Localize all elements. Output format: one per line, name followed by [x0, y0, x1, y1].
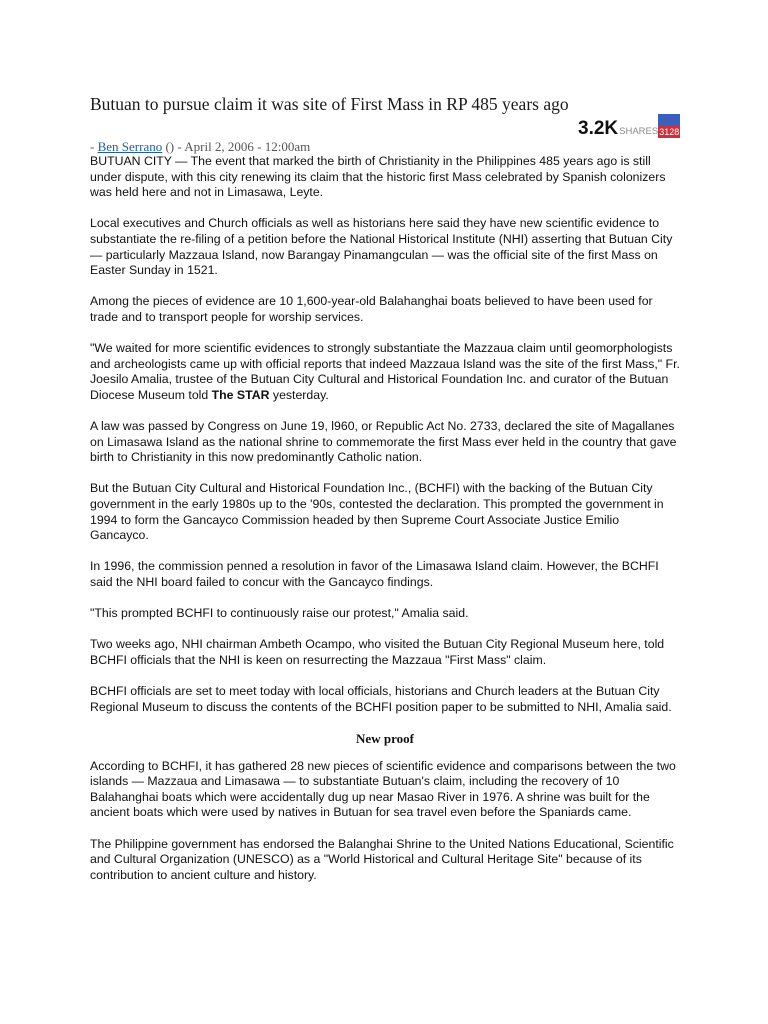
section-subheading: New proof	[356, 730, 414, 746]
byline	[90, 139, 310, 155]
share-badge[interactable]	[658, 114, 680, 138]
paragraph	[90, 341, 680, 403]
share-badge-top-icon	[658, 114, 680, 126]
paragraph: BCHFI officials are set to meet today with local officials, historians and Church leaders at the Butuan City Regional Museum to discuss the contents of the BCHFI position paper to be submitted to NHI, Amalia said.	[90, 684, 672, 714]
author-link[interactable]: Ben Serrano	[97, 139, 163, 154]
paragraph: In 1996, the commission penned a resolution in favor of the Limasawa Island claim. However, the BCHFI said the NHI board failed to concur with the Gancayco findings.	[90, 559, 659, 590]
byline-date: () - April 2, 2006 - 12:00am	[162, 139, 311, 154]
paragraph-text: "We waited for more scientific evidences to strongly substantiate the Mazzaua claim until geomorphologists and archeologists came up with official reports that indeed Mazzaua Island was the site of the first Mass," Fr. Joesilo Amalia, trustee of the Butuan City Cultural and Historical Foundation Inc. and curator of the Butuan Diocese Museum told	[90, 341, 680, 402]
share-badge-count: 3128	[659, 127, 680, 137]
share-count: 3.2K	[578, 118, 619, 139]
article-body	[90, 154, 680, 899]
share-counter[interactable]	[578, 112, 680, 138]
paragraph: A law was passed by Congress on June 19, l960, or Republic Act No. 2733, declared the site of Magallanes on Limasawa Island as the national shrine to commemorate the first Mass ever held in the country that gave birth to Christianity in this now predominantly Catholic nation.	[90, 419, 677, 465]
paragraph: BUTUAN CITY — The event that marked the birth of Christianity in the Philippines 485 years ago is still under dispute, with this city renewing its claim that the historic first Mass celebrated by Spanish colonizers was held here and not in Limasawa, Leyte.	[90, 154, 666, 200]
paragraph: "This prompted BCHFI to continuously raise our protest," Amalia said.	[90, 606, 469, 621]
byline-prefix: -	[90, 139, 98, 154]
article-title: Butuan to pursue claim it was site of First Mass in RP 485 years ago	[90, 94, 569, 114]
paragraph: Among the pieces of evidence are 10 1,600-year-old Balahanghai boats believed to have been used for trade and to transport people for worship services.	[90, 294, 653, 324]
paragraph: According to BCHFI, it has gathered 28 new pieces of scientific evidence and comparisons between the two islands — Mazzaua and Limasawa — to substantiate Butuan's claim, including the recovery of 10 Balahanghai boats which were accidentally dug up near Masao River in 1976. A shrine was built for the ancient boats which were used by natives in Butuan for sea travel even before the Spaniards came.	[90, 758, 676, 820]
paragraph: But the Butuan City Cultural and Historical Foundation Inc., (BCHFI) with the backing of the Butuan City government in the early 1980s up to the '90s, contested the declaration. This prompted the government in 1994 to form the Gancayco Commission headed by then Supreme Court Associate Justice Emilio Gancayco.	[90, 481, 664, 543]
paragraph-text: yesterday.	[269, 387, 329, 402]
paragraph: Local executives and Church officials as well as historians here said they have new scientific evidence to substantiate the re-filing of a petition before the National Historical Institute (NHI) asserting that Butuan City — particularly Mazzaua Island, now Barangay Pinamangculan — was the official site of the first Mass on Easter Sunday in 1521.	[90, 216, 673, 278]
publication-name: The STAR	[211, 387, 270, 402]
paragraph: The Philippine government has endorsed the Balanghai Shrine to the United Nations Educational, Scientific and Cultural Organization (UNESCO) as a "World Historical and Cultural Heritage Site" because of its contribution to ancient culture and history.	[90, 836, 674, 882]
share-label: SHARES	[619, 126, 659, 137]
paragraph: Two weeks ago, NHI chairman Ambeth Ocampo, who visited the Butuan City Regional Museum here, told BCHFI officials that the NHI is keen on resurrecting the Mazzaua "First Mass" claim.	[90, 637, 665, 667]
